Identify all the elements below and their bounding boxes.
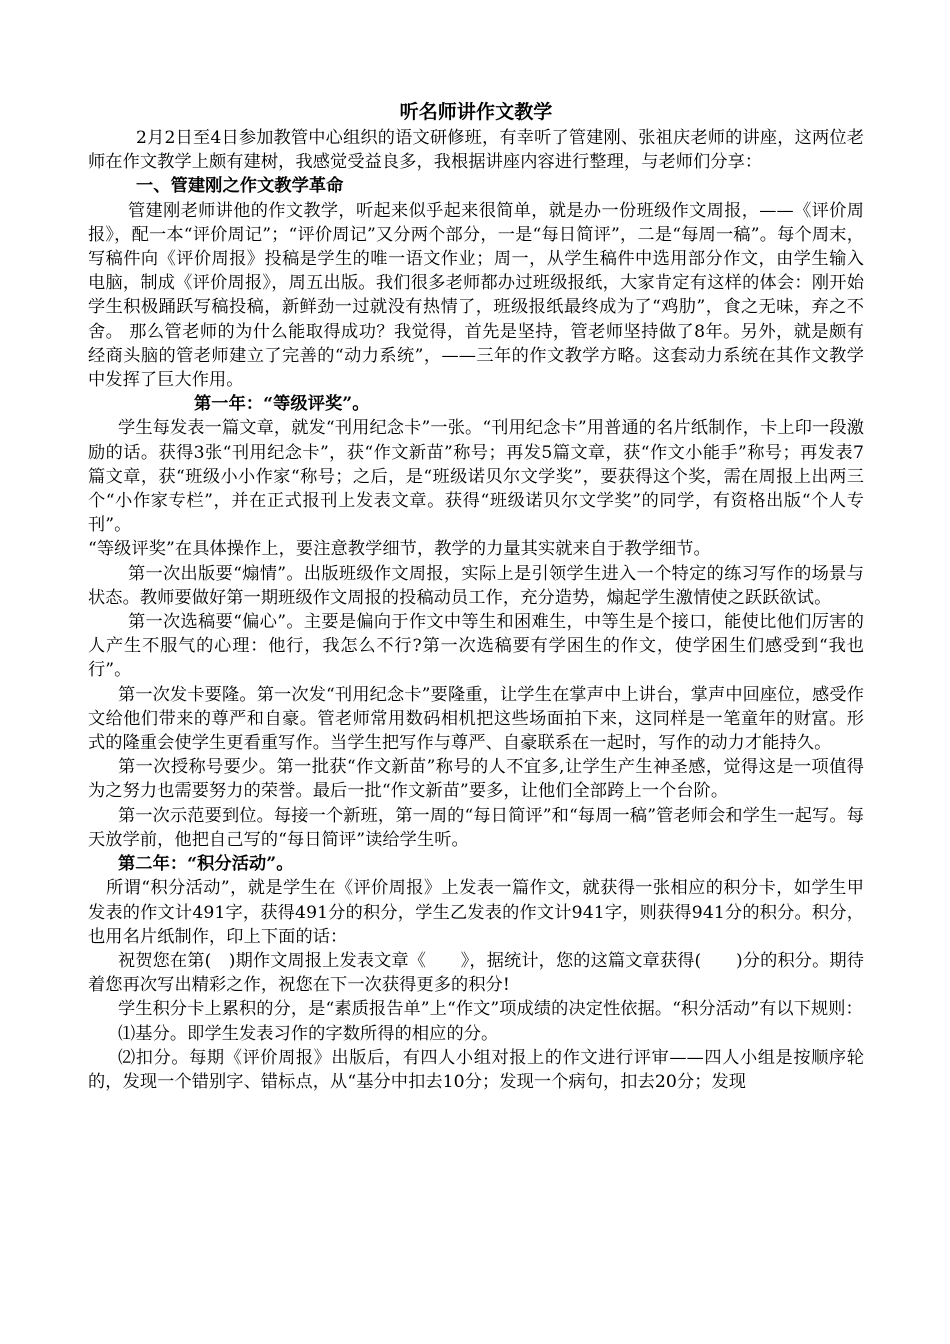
section-heading: 第二年：“积分活动”。 — [118, 854, 294, 875]
paragraph: 祝贺您在第( )期作文周报上发表文章《 》，据统计，您的这篇文章获得( )分的积分。期待着您再次写出精彩之作，祝您在下一次获得更多的积分! — [88, 950, 864, 996]
paragraph: 第一次选稿要“偏心”。主要是偏向于作文中等生和困难生，中等生是个接口，能使比他们厉害的人产生不服气的心理：他行，我怎么不行?第一次选稿要有学困生的作文，使学困生们感受到“我也行”。 — [88, 612, 864, 681]
paragraph: 所谓“积分活动”，就是学生在《评价周报》上发表一篇作文，就获得一张相应的积分卡，如学生甲发表的作文计491字，获得491分的积分，学生乙发表的作文计941字，则获得941分的积分。积分，也用名片纸制作，印上下面的话： — [88, 878, 864, 947]
document-page — [88, 98, 864, 1094]
document-title: 听名师讲作文教学 — [399, 101, 553, 123]
paragraph: ⑵扣分。每期《评价周报》出版后，有四人小组对报上的作文进行评审——四人小组是按顺序轮的，发现一个错别字、错标点，从“基分中扣去10分；发现一个病句，扣去20分；发现 — [88, 1047, 864, 1092]
paragraph: 第一次授称号要少。第一批获“作文新苗”称号的人不宜多,让学生产生神圣感，觉得这是一项值得为之努力也需要努力的荣誉。最后一批“作文新苗”要多，让他们全部跨上一个台阶。 — [88, 757, 864, 802]
paragraph: “等级评奖”在具体操作上，要注意教学细节，教学的力量其实就来自于教学细节。 — [88, 539, 711, 560]
paragraph: 学生每发表一篇文章，就发“刊用纪念卡”一张。“刊用纪念卡”用普通的名片纸制作，卡上印一段激励的话。获得3张“刊用纪念卡”，获“作文新苗”称号；再发5篇文章，获“作文小能手”称号；再发表7篇文章，获“班级小小作家“称号；之后，是“班级诺贝尔文学奖”，要获得这个奖，需在周报上出两三个“小作家专栏”，并在正式报刊上发表文章。获得“班级诺贝尔文学奖”的同学，有资格出版“个人专刊”。 — [88, 418, 864, 536]
paragraph: 学生积分卡上累积的分，是“素质报告单”上“作文”项成绩的决定性依据。“积分活动”有以下规则： — [118, 999, 863, 1020]
document-body — [88, 126, 864, 1094]
section-heading: 一、管建刚之作文教学革命 — [136, 176, 344, 197]
paragraph: ⑴基分。即学生发表习作的字数所得的相应的分。 — [118, 1023, 499, 1044]
paragraph: 2月2日至4日参加教管中心组织的语文研修班，有幸听了管建刚、张祖庆老师的讲座，这两位老师在作文教学上颇有建树，我感觉受益良多，我根据讲座内容进行整理，与老师们分享： — [88, 128, 864, 173]
paragraph: 第一次示范要到位。每接一个新班，第一周的“每日简评”和“每周一稿”管老师会和学生一起写。每天放学前，他把自己写的“每日简评”读给学生听。 — [88, 805, 864, 850]
paragraph: 第一次发卡要隆。第一次发“刊用纪念卡”要隆重，让学生在掌声中上讲台，掌声中回座位，感受作文给他们带来的尊严和自豪。管老师常用数码相机把这些场面拍下来，这同样是一笔童年的财富。形式的隆重会使学生更看重写作。当学生把写作与尊严、自豪联系在一起时，写作的动力才能持久。 — [88, 684, 864, 754]
paragraph: 管建刚老师讲他的作文教学，听起来似乎起来很简单，就是办一份班级作文周报，——《评价周报》，配一本“评价周记”；“评价周记”又分两个部分，一是“每日简评”，二是“每周一稿”。每个周末，写稿件向《评价周报》投稿是学生的唯一语文作业；周一，从学生稿件中选用部分作文，由学生输入电脑，制成《评价周报》，周五出版。我们很多老师都办过班级报纸，大家肯定有这样的体会：刚开始学生积极踊跃写稿投稿，新鲜劲一过就没有热情了，班级报纸最终成为了“鸡肋”，食之无味，弃之不舍。 那么管老师的为什么能取得成功？我觉得，首先是坚持，管老师坚持做了8年。另外，就是颇有经商头脑的管老师建立了完善的“动力系统”，——三年的作文教学方略。这套动力系统在其作文教学中发挥了巨大作用。 — [88, 200, 864, 391]
paragraph: 第一次出版要“煽情”。出版班级作文周报，实际上是引领学生进入一个特定的练习写作的场景与状态。教师要做好第一期班级作文周报的投稿动员工作，充分造势，煽起学生激情使之跃跃欲试。 — [88, 563, 864, 608]
section-heading: 第一年：“等级评奖”。 — [194, 394, 370, 415]
